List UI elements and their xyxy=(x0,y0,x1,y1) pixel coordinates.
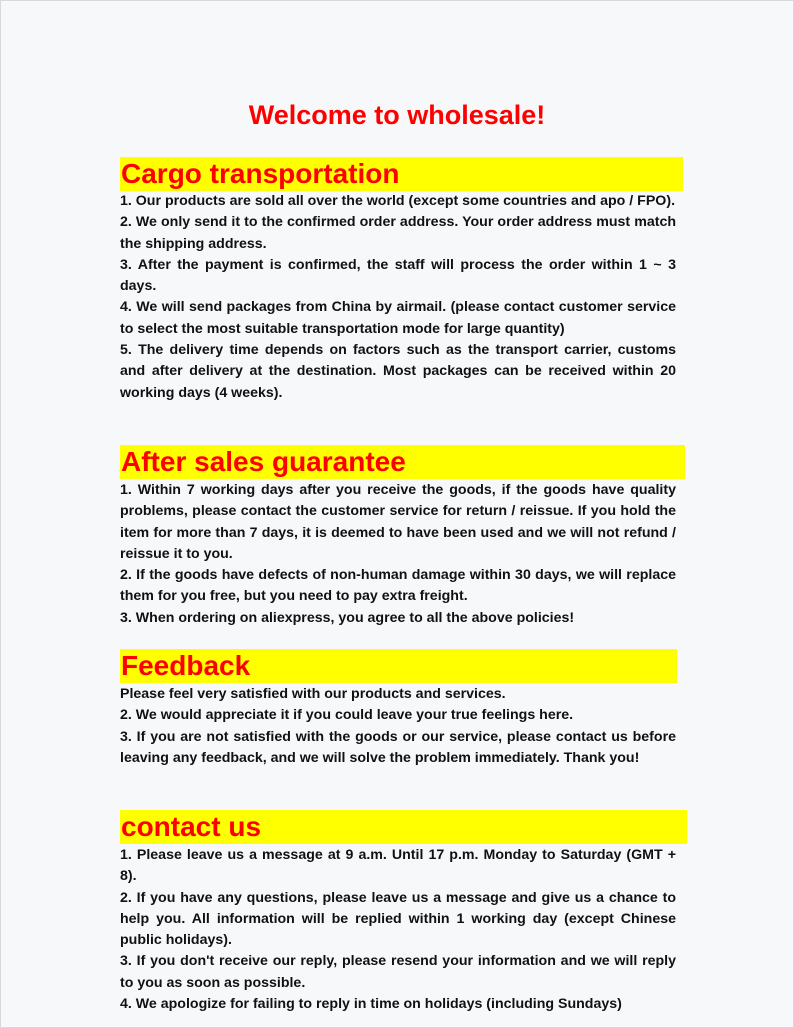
section-body-feedback xyxy=(120,684,676,769)
paragraph: 3. When ordering on aliexpress, you agree to all the above policies! xyxy=(120,609,575,626)
section-body-cargo-transportation xyxy=(120,191,676,404)
paragraph: 4. We will send packages from China by airmail. (please contact customer service to select the most suitable transportation mode for large quantity) xyxy=(120,299,676,337)
page-title: Welcome to wholesale! xyxy=(248,100,546,130)
paragraph: 5. The delivery time depends on factors such as the transport carrier, customs and after delivery at the destination. Most packages can be received within 20 working days (4 weeks). xyxy=(120,342,676,401)
paragraph: 2. We would appreciate it if you could leave your true feelings here. xyxy=(120,707,574,724)
section-body-after-sales-guarantee xyxy=(120,480,676,629)
section-heading-cargo-transportation: Cargo transportation xyxy=(120,157,683,191)
paragraph: 3. If you are not satisfied with the goods or our service, please contact us before leaving any feedback, and we will solve the problem immediately. Thank you! xyxy=(120,728,676,766)
paragraph: 1. Our products are sold all over the world (except some countries and apo / FPO). xyxy=(120,193,676,209)
paragraph: 3. If you don't receive our reply, please resend your information and we will reply to you as soon as possible. xyxy=(120,953,676,991)
paragraph: Please feel very satisfied with our products and services. xyxy=(120,686,506,702)
paragraph: 1. Please leave us a message at 9 a.m. Until 17 p.m. Monday to Saturday (GMT + 8). xyxy=(120,847,676,885)
paragraph: 2. If you have any questions, please leave us a message and give us a chance to help you. All information will be replied within 1 working day (except Chinese public holidays). xyxy=(120,889,676,949)
paragraph: 3. After the payment is confirmed, the staff will process the order within 1 ~ 3 days. xyxy=(120,256,676,295)
section-heading-after-sales-guarantee: After sales guarantee xyxy=(120,445,685,479)
paragraph: 2. We only send it to the confirmed order address. Your order address must match the shipping address. xyxy=(120,214,676,252)
paragraph: 2. If the goods have defects of non-human damage within 30 days, we will replace them for you free, but you need to pay extra freight. xyxy=(120,567,676,605)
paragraph: 4. We apologize for failing to reply in time on holidays (including Sundays) xyxy=(120,996,622,1013)
section-heading-feedback: Feedback xyxy=(120,649,677,683)
section-heading-contact-us: contact us xyxy=(120,810,687,844)
paragraph: 1. Within 7 working days after you receive the goods, if the goods have quality problems, please contact the customer service for return / reissue. If you hold the item for more than 7 days, it is deemed to have been used and we will not refund / reissue it to you. xyxy=(120,482,676,562)
section-body-contact-us xyxy=(120,845,676,1015)
